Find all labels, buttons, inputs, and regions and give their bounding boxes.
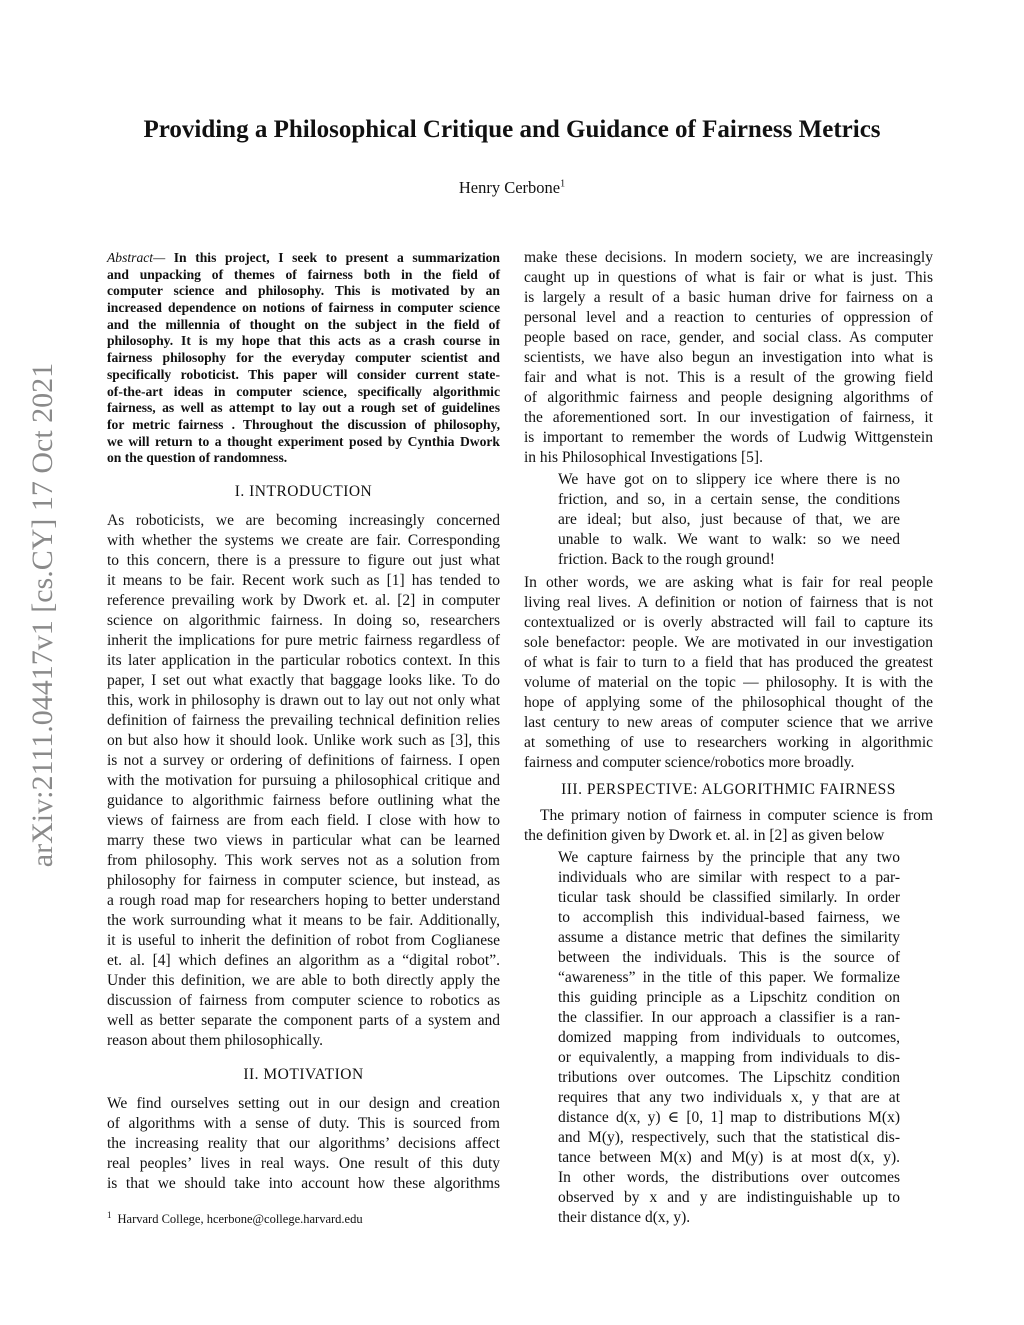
text-line: the work surrounding what it means to be fair. Additionally, — [107, 912, 500, 929]
text-line: We find ourselves setting out in our design and creation — [107, 1095, 500, 1112]
motivation-body — [107, 1094, 500, 1194]
text-line: scientists, we have also begun an investigation into what is — [524, 349, 933, 366]
text-line: well as better separate the component parts of a system and — [107, 1012, 500, 1029]
text-line: individuals who are similar with respect to a par- — [558, 869, 900, 886]
text-line: domized mapping from individuals to outcomes, — [558, 1029, 900, 1046]
abstract-line: specifically roboticist. This paper will consider current state- — [107, 366, 500, 382]
text-line: unable to walk. We want to walk: so we need — [558, 531, 900, 548]
abstract-label: Abstract— — [107, 250, 166, 265]
text-line: at something of use to researchers working in algorithmic — [524, 734, 933, 751]
text-line: the classifier. In our approach a classifier is a ran- — [558, 1009, 900, 1026]
text-line: We have got on to slippery ice where there is no — [558, 471, 900, 488]
text-line: to accomplish this individual-based fairness, we — [558, 909, 900, 926]
text-line: ticular task should be classified similarly. In order — [558, 889, 900, 906]
text-line: reason about them philosophically. — [107, 1032, 323, 1049]
section-heading-perspective: III. PERSPECTIVE: ALGORITHMIC FAIRNESS — [561, 781, 896, 798]
text-line: As roboticists, we are becoming increasingly concerned — [107, 512, 500, 529]
text-line: fairness and computer science/robotics more broadly. — [524, 754, 855, 771]
text-line: In other words, we are asking what is fair for real people — [524, 574, 933, 591]
motivation-paragraph — [524, 573, 933, 773]
text-line: volume of material on the topic — philosophy. It is with the — [524, 674, 933, 691]
text-line: the definition given by Dwork et. al. in [2] as given below — [524, 827, 885, 844]
text-line: definition of fairness the prevailing technical definition relies — [107, 712, 500, 729]
introduction-body — [107, 511, 500, 1051]
text-line: from philosophy. This work serves not as a solution from — [107, 852, 500, 869]
text-line: of algorithms with a sense of duty. This is sourced from — [107, 1115, 500, 1132]
text-line: real peoples’ lives in real ways. One result of this duty — [107, 1155, 500, 1172]
text-line: discussion of fairness from computer science to robotics as — [107, 992, 500, 1009]
text-line: between the individuals. This is the source of — [558, 949, 900, 966]
abstract-line: increased dependence on notions of fairness in computer science — [107, 300, 500, 316]
paper-title: Providing a Philosophical Critique and Guidance of Fairness Metrics — [143, 116, 881, 143]
section-heading-introduction: I. INTRODUCTION — [234, 483, 373, 500]
text-line: paper, I set out what exactly that baggage looks like. To do — [107, 672, 500, 689]
footnote-mark: 1 — [107, 1210, 112, 1220]
text-line: views of fairness are from each field. I close with how to — [107, 812, 500, 829]
text-line: caught up in questions of what is fair or what is just. This — [524, 269, 933, 286]
text-line: their distance d(x, y). — [558, 1209, 691, 1226]
text-line: it means to be fair. Recent work such as [1] has tended to — [107, 572, 500, 589]
section-heading-motivation: II. MOTIVATION — [243, 1066, 364, 1083]
text-line: is that we should take into account how these algorithms — [107, 1175, 500, 1192]
abstract-line: and the millennia of thought on the subject in the field of — [107, 316, 500, 332]
text-line: the aforementioned sort. In our investigation of fairness, it — [524, 409, 933, 426]
text-line: science on algorithmic fairness. In doing so, researchers — [107, 612, 500, 629]
text-line: contextualized or is overly abstracted will fail to capture its — [524, 614, 933, 631]
wittgenstein-quote — [558, 470, 900, 570]
text-line: of what is fair to turn to a field that has produced the greatest — [524, 654, 933, 671]
perspective-intro — [524, 806, 933, 846]
text-line: with the motivation for pursuing a philosophical critique and — [107, 772, 500, 789]
abstract-line: on the question of randomness. — [107, 450, 288, 466]
text-line: living real lives. A definition or notion of fairness that is not — [524, 594, 933, 611]
abstract — [107, 250, 500, 467]
text-line: In other words, the distributions over outcomes — [558, 1169, 900, 1186]
text-line: and M(y), respectively, such that the statistical dis- — [558, 1129, 900, 1146]
text-line: tributions over outcomes. The Lipschitz condition — [558, 1069, 900, 1086]
text-line: The primary notion of fairness in computer science is from — [540, 807, 933, 824]
text-line: tance between M(x) and M(y) is at most d(x, y). — [558, 1149, 900, 1166]
text-line: on but also how it should look. Unlike work such as [3], this — [107, 732, 500, 749]
text-line: We capture fairness by the principle that any two — [558, 849, 900, 866]
text-line: distance d(x, y) ∈ [0, 1] map to distributions M(x) — [558, 1109, 900, 1126]
text-line: observed by x and y are indistinguishable up to — [558, 1189, 900, 1206]
text-line: people based on race, gender, and social class. As computer — [524, 329, 933, 346]
footnote — [107, 1210, 363, 1227]
text-line: a rough road map for researchers hoping to better understand — [107, 892, 500, 909]
text-line: to this concern, there is a pressure to figure out just what — [107, 552, 500, 569]
text-line: Under this definition, we are able to both directly apply the — [107, 972, 500, 989]
abstract-text: In this project, I seek to present a summarization — [173, 250, 500, 265]
abstract-line — [107, 250, 500, 267]
arxiv-identifier: arXiv:2111.04417v1 [cs.CY] 17 Oct 2021 — [26, 362, 59, 868]
motivation-continued — [524, 248, 933, 468]
text-line: is important to remember the words of Ludwig Wittgenstein — [524, 429, 933, 446]
text-line: personal level and a reaction to centuries of oppression of — [524, 309, 933, 326]
abstract-line: computer science and philosophy. This is motivated by an — [107, 283, 500, 299]
text-line: in his Philosophical Investigations [5]. — [524, 449, 763, 466]
abstract-line: fairness philosophy for the everyday computer scientist and — [107, 350, 500, 366]
text-line: it is useful to inherit the definition of robot from Coglianese — [107, 932, 500, 949]
author-name: Henry Cerbone — [458, 178, 561, 197]
text-line: reference prevailing work by Dwork et. al. [2] in computer — [107, 592, 500, 609]
text-line: hope of applying some of the philosophical thought of the — [524, 694, 933, 711]
text-line: of algorithmic fairness and people designing algorithms of — [524, 389, 933, 406]
abstract-line: philosophy. It is my hope that this acts as a crash course in — [107, 333, 500, 349]
text-line: make these decisions. In modern society, we are increasingly — [524, 249, 933, 266]
author — [0, 178, 1024, 198]
text-line: “awareness” in the title of this paper. We formalize — [558, 969, 900, 986]
text-line: is largely a result of a basic human drive for fairness on a — [524, 289, 933, 306]
text-line: the increasing reality that our algorithms’ decisions affect — [107, 1135, 500, 1152]
text-line: its later application in the particular robotics context. In this — [107, 652, 500, 669]
footnote-text: Harvard College, hcerbone@college.harvard.edu — [117, 1212, 363, 1227]
text-line: philosophy for fairness in computer science, but instead, as — [107, 872, 500, 889]
abstract-line: and unpacking of themes of fairness both in the field of — [107, 266, 500, 282]
text-line: last century to new areas of computer science that we arrive — [524, 714, 933, 731]
text-line: guidance to algorithmic fairness before outlining what the — [107, 792, 500, 809]
text-line: friction. Back to the rough ground! — [558, 551, 775, 568]
text-line: is not a survey or ordering of definitions of fairness. I open — [107, 752, 500, 769]
dwork-quote — [558, 848, 900, 1228]
text-line: are ideal; but also, just because of that, we are — [558, 511, 900, 528]
abstract-line: for metric fairness . Throughout the discussion of philosophy, — [107, 416, 500, 432]
abstract-line: of-the-art ideas in computer science, specifically algorithmic — [107, 383, 500, 399]
abstract-line: fairness, as well as attempt to lay out a rough set of guidelines — [107, 400, 500, 416]
text-line: assume a distance metric that defines the similarity — [558, 929, 900, 946]
text-line: et. al. [4] which defines an algorithm as a “digital robot”. — [107, 952, 500, 969]
text-line: requires that any two individuals x, y that are at — [558, 1089, 900, 1106]
text-line: marry these two views in particular what can be learned — [107, 832, 500, 849]
abstract-line: we will return to a thought experiment posed by Cynthia Dwork — [107, 433, 500, 449]
text-line: fair and what is not. This is a result of the growing field — [524, 369, 933, 386]
text-line: this, work in philosophy is drawn out to lay out not only what — [107, 692, 500, 709]
text-line: sole benefactor: people. We are motivated in our investigation — [524, 634, 933, 651]
text-line: inherit the implications for pure metric fairness regardless of — [107, 632, 500, 649]
text-line: friction, and so, in a certain sense, the conditions — [558, 491, 900, 508]
text-line: or equivalently, a mapping from individuals to dis- — [558, 1049, 900, 1066]
text-line: this guiding principle as a Lipschitz condition on — [558, 989, 900, 1006]
author-footnote-mark: 1 — [560, 178, 566, 190]
text-line: with whether the systems we create are fair. Corresponding — [107, 532, 500, 549]
